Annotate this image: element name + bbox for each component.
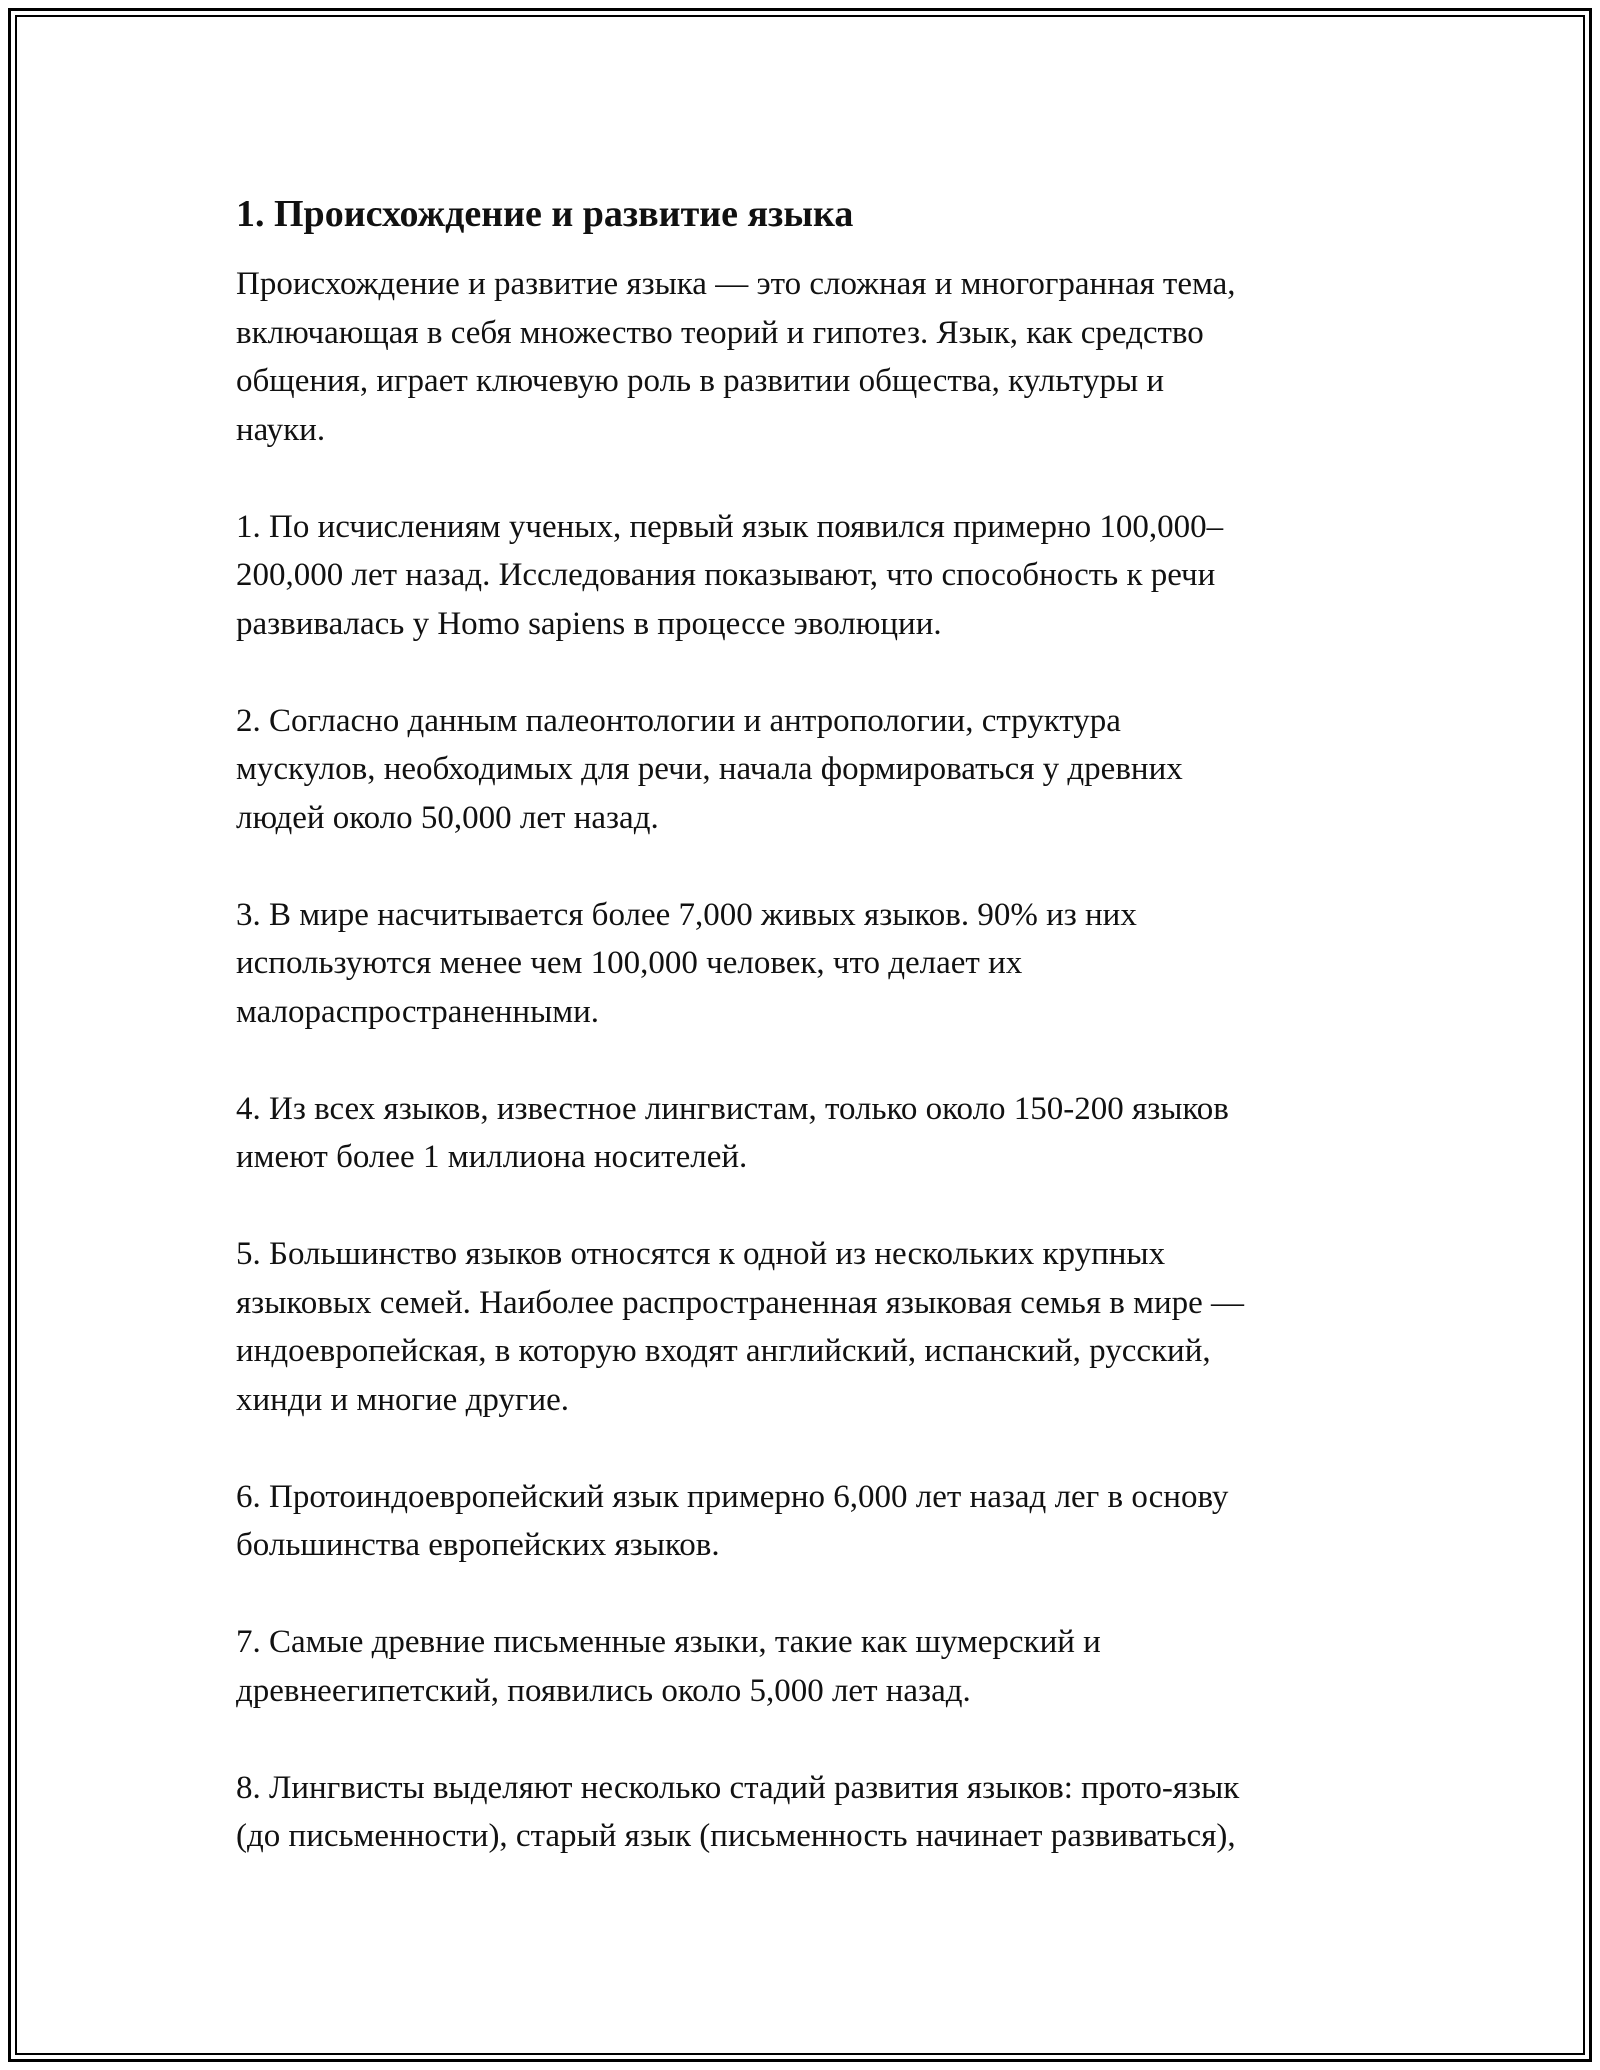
fact-paragraph-7: 7. Самые древние письменные языки, такие как шумерский и древнеегипетский, появились около 5,000 лет назад. [236,1624,1101,1709]
fact-paragraph-1: 1. По исчислениям ученых, первый язык появился примерно 100,000– 200,000 лет назад. Исследования показывают, что способность к речи развивалась у Homo sapiens в процессе эволюции. [236,508,1224,642]
document-body [236,188,1386,1861]
intro-paragraph: Происхождение и развитие языка — это сложная и многогранная тема, включающая в себя множество теорий и гипотез. Язык, как средство общения, играет ключевую роль в развитии общества, культуры и науки. [236,266,1236,448]
fact-paragraph-8: 8. Лингвисты выделяют несколько стадий развития языков: прото-язык (до письменности), старый язык (письменность начинает развиваться), [236,1769,1240,1854]
fact-paragraph-5: 5. Большинство языков относятся к одной из нескольких крупных языковых семей. Наиболее распространенная языковая семья в мире — индоевропейская, в которую входят английский, испанский, русский, хинди и многие другие. [236,1236,1245,1418]
fact-paragraph-6: 6. Протоиндоевропейский язык примерно 6,000 лет назад лег в основу большинства европейских языков. [236,1478,1229,1563]
fact-paragraph-3: 3. В мире насчитывается более 7,000 живых языков. 90% из них используются менее чем 100,000 человек, что делает их малораспространенными. [236,896,1137,1030]
fact-paragraph-2: 2. Согласно данным палеонтологии и антропологии, структура мускулов, необходимых для речи, начала формироваться у древних людей около 50,000 лет назад. [236,702,1183,836]
section-heading: 1. Происхождение и развитие языка [236,193,854,235]
fact-paragraph-4: 4. Из всех языков, известное лингвистам, только около 150-200 языков имеют более 1 миллиона носителей. [236,1090,1229,1175]
